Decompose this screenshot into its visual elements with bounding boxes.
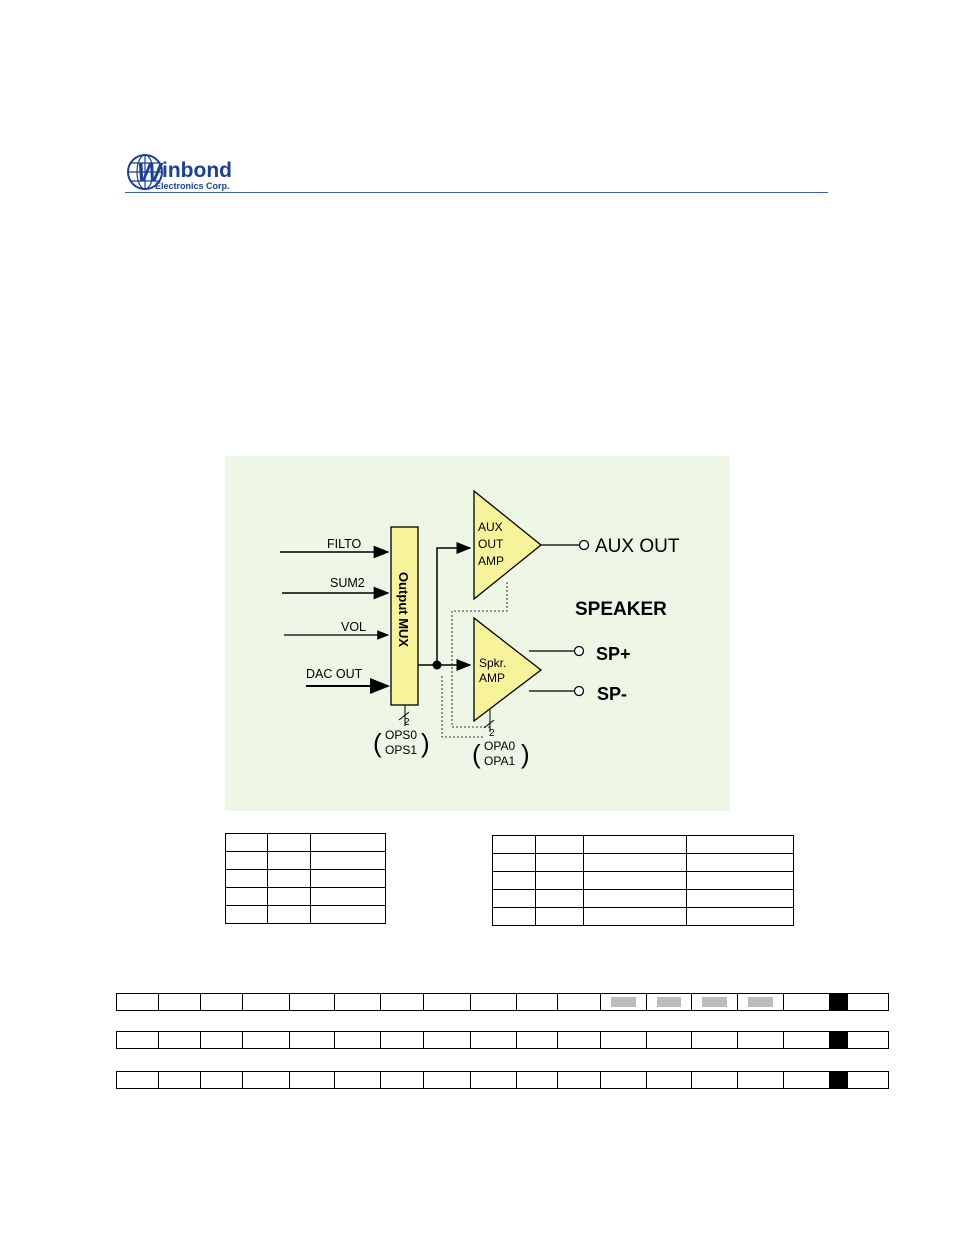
mux-select-table (225, 833, 386, 924)
sp-plus-label: SP+ (596, 644, 631, 664)
table-cell (583, 836, 687, 854)
register-bit-cell (201, 994, 243, 1010)
register-bit-cell (424, 994, 471, 1010)
aux-amp-label-1: AUX (478, 520, 503, 534)
register-row-3 (116, 1071, 889, 1089)
register-bit-cell (424, 1032, 471, 1048)
spk-select-brace: ( (472, 739, 481, 769)
register-bit-cell (243, 994, 290, 1010)
register-bit-shade (657, 997, 681, 1007)
register-bit-cell (738, 1072, 784, 1088)
register-bit-cell (738, 994, 784, 1010)
register-bit-cell (601, 1072, 647, 1088)
mux-select-brace-right: ) (421, 728, 430, 758)
register-bit-cell (290, 994, 335, 1010)
register-bit-cell (117, 1072, 159, 1088)
table-cell (267, 834, 311, 852)
table-cell (535, 872, 583, 890)
table-cell (583, 854, 687, 872)
register-bit-cell (290, 1072, 335, 1088)
register-bit-cell (335, 1072, 381, 1088)
register-bit-cell (830, 994, 848, 1010)
sp-minus-terminal (575, 687, 584, 696)
mux-select-brace: ( (373, 728, 382, 758)
register-bit-shade (611, 997, 636, 1007)
output-block-diagram (225, 456, 730, 811)
table-cell (226, 870, 268, 888)
input-label-vol: VOL (341, 620, 367, 634)
table-cell (535, 836, 583, 854)
register-bit-cell (830, 1072, 848, 1088)
logo-wordmark: inbond (162, 159, 232, 182)
register-bit-cell (243, 1072, 290, 1088)
sp-plus-terminal (575, 647, 584, 656)
register-row-1 (116, 993, 889, 1011)
register-bit-cell (784, 1032, 830, 1048)
table-cell (687, 854, 794, 872)
table-cell (583, 890, 687, 908)
register-bit-cell (692, 1072, 738, 1088)
register-bit-cell (159, 994, 201, 1010)
register-row-2 (116, 1031, 889, 1049)
spk-select-count: 2 (489, 728, 495, 739)
table-cell (226, 834, 268, 852)
mux-select-ops0: OPS0 (385, 728, 418, 742)
register-bit-cell (558, 1032, 600, 1048)
register-bit-cell (381, 1032, 424, 1048)
table-cell (687, 908, 794, 926)
register-bit-cell (647, 1032, 692, 1048)
register-bit-cell (381, 994, 424, 1010)
register-bit-cell (692, 1032, 738, 1048)
register-bit-cell (117, 994, 159, 1010)
register-bit-cell (335, 994, 381, 1010)
register-bit-cell (335, 1032, 381, 1048)
register-bit-cell (558, 994, 600, 1010)
table-cell (535, 890, 583, 908)
table-cell (226, 906, 268, 924)
speaker-heading: SPEAKER (575, 599, 667, 620)
register-bit-cell (692, 994, 738, 1010)
register-bit-cell (424, 1072, 471, 1088)
input-label-filto: FILTO (327, 537, 362, 551)
logo-subtitle: Electronics Corp. (155, 181, 230, 191)
input-label-dac-out: DAC OUT (306, 667, 363, 681)
register-bit-cell (117, 1032, 159, 1048)
aux-amp-label-3: AMP (478, 554, 505, 568)
table-cell (311, 906, 386, 924)
register-bit-cell (848, 1032, 888, 1048)
register-bit-cell (601, 994, 647, 1010)
register-bit-cell (848, 994, 888, 1010)
table-cell (311, 888, 386, 906)
table-cell (687, 890, 794, 908)
register-bit-cell (159, 1032, 201, 1048)
register-bit-cell (647, 994, 692, 1010)
spk-amp-label-2: AMP (479, 671, 506, 685)
table-cell (493, 836, 536, 854)
mux-select-ops1: OPS1 (385, 743, 418, 757)
register-bit-cell (601, 1032, 647, 1048)
register-bit-cell (159, 1072, 201, 1088)
register-bit-cell (517, 1032, 558, 1048)
table-cell (226, 852, 268, 870)
table-cell (267, 852, 311, 870)
register-bit-cell (830, 1032, 848, 1048)
register-bit-cell (784, 1072, 830, 1088)
register-bit-cell (471, 1072, 517, 1088)
output-mux-label: Output MUX (396, 572, 411, 648)
table-cell (493, 854, 536, 872)
aux-amp-label-2: OUT (478, 537, 504, 551)
register-bit-cell (201, 1032, 243, 1048)
spk-select-opa1: OPA1 (484, 754, 516, 768)
spk-select-opa0: OPA0 (484, 739, 516, 753)
svg-text:W: W (137, 157, 162, 187)
table-cell (311, 852, 386, 870)
register-bit-cell (848, 1072, 888, 1088)
register-bit-cell (738, 1032, 784, 1048)
register-bit-cell (517, 994, 558, 1010)
header-rule (125, 192, 828, 193)
table-cell (311, 870, 386, 888)
table-cell (311, 834, 386, 852)
register-bit-cell (381, 1072, 424, 1088)
table-cell (535, 854, 583, 872)
table-cell (267, 888, 311, 906)
input-label-sum2: SUM2 (330, 576, 365, 590)
register-bit-cell (471, 1032, 517, 1048)
register-bit-cell (201, 1072, 243, 1088)
table-cell (687, 836, 794, 854)
winbond-logo (125, 152, 250, 192)
mux-select-count: 2 (404, 717, 410, 728)
table-cell (493, 908, 536, 926)
register-bit-cell (290, 1032, 335, 1048)
table-cell (267, 906, 311, 924)
table-cell (535, 908, 583, 926)
aux-output-terminal (580, 541, 589, 550)
register-bit-cell (558, 1072, 600, 1088)
table-cell (226, 888, 268, 906)
table-cell (687, 872, 794, 890)
amp-select-table (492, 835, 794, 926)
register-bit-cell (243, 1032, 290, 1048)
table-cell (493, 872, 536, 890)
spk-amp-label-1: Spkr. (479, 656, 507, 670)
spk-select-brace-right: ) (521, 739, 530, 769)
table-cell (583, 908, 687, 926)
table-cell (267, 870, 311, 888)
register-bit-shade (748, 997, 773, 1007)
table-cell (493, 890, 536, 908)
table-cell (583, 872, 687, 890)
register-bit-cell (517, 1072, 558, 1088)
register-bit-cell (471, 994, 517, 1010)
branch-to-aux (437, 548, 470, 665)
aux-output-label: AUX OUT (595, 536, 680, 557)
register-bit-shade (702, 997, 727, 1007)
register-bit-cell (647, 1072, 692, 1088)
sp-minus-label: SP- (597, 684, 628, 704)
register-bit-cell (784, 994, 830, 1010)
